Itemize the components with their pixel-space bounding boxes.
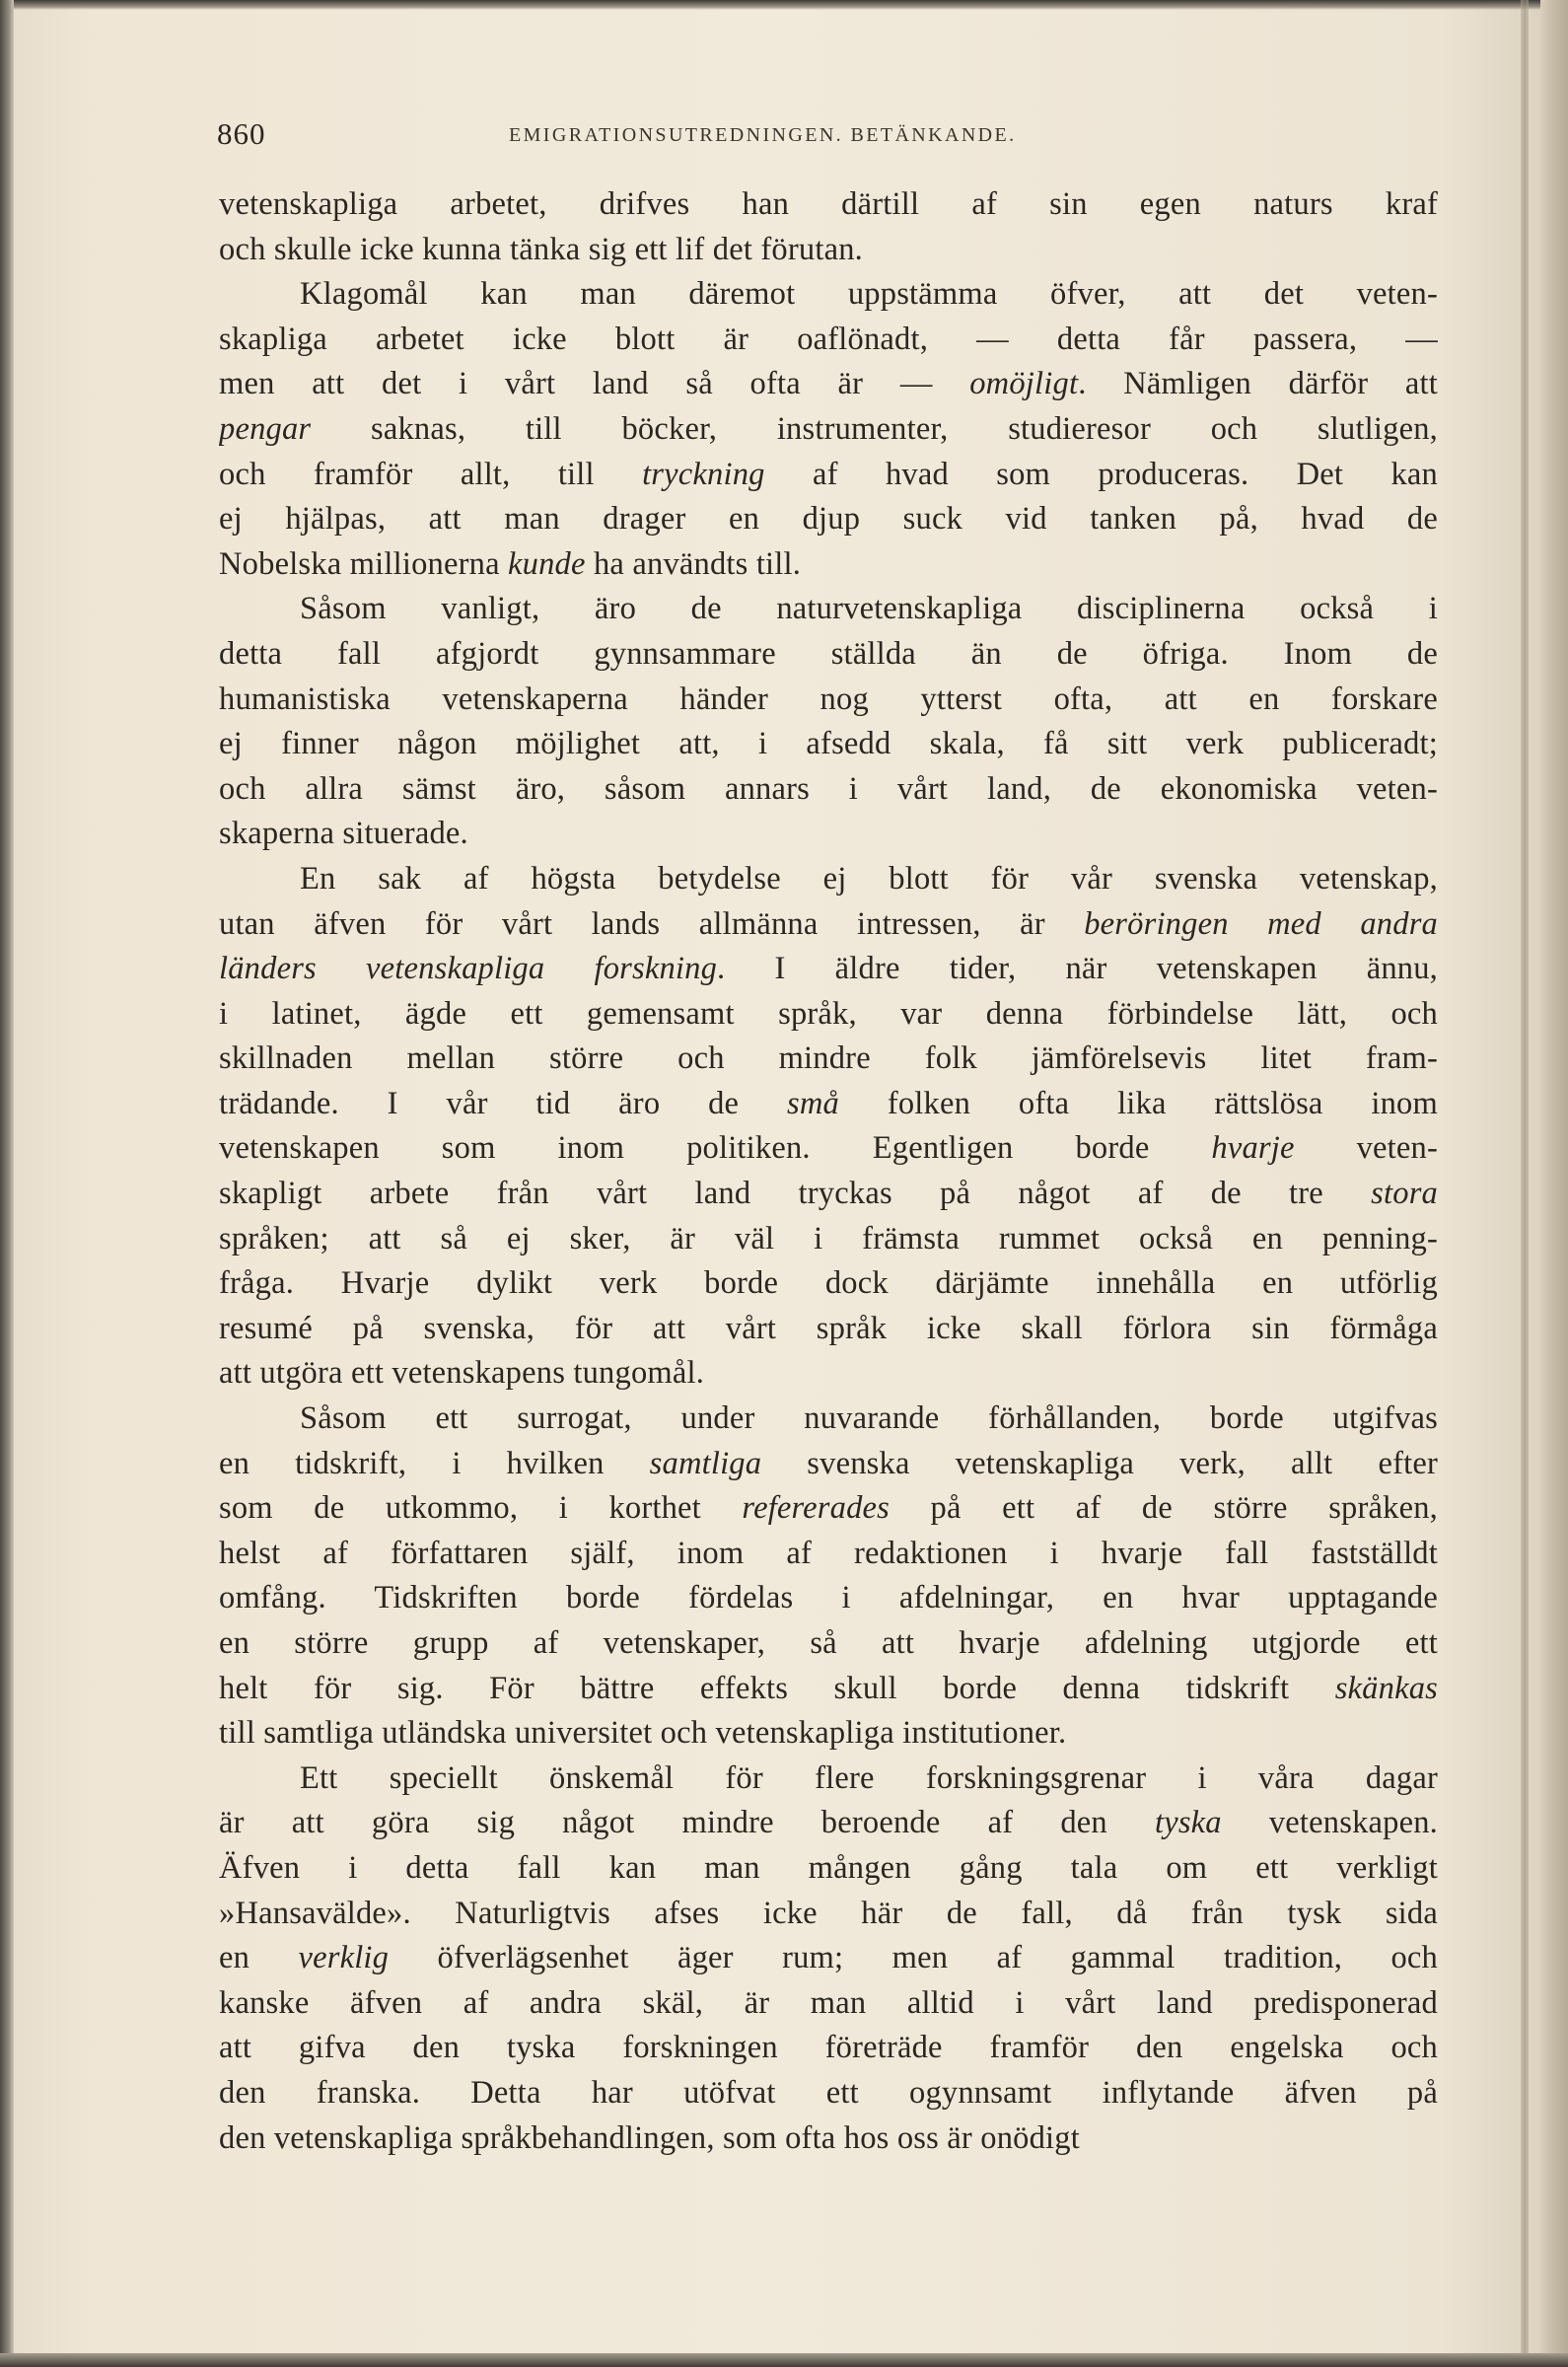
text-run: men att det i vårt land så ofta är — bbox=[219, 366, 970, 402]
text-run: Såsom vanligt, äro de naturvetenskapliga disciplinerna också i bbox=[300, 591, 1438, 627]
text-run: Klagomål kan man däremot uppstämma öfver, att det veten- bbox=[300, 276, 1438, 313]
text-run: kanske äfven af andra skäl, är man alltid i vårt land predisponerad bbox=[219, 1984, 1438, 2021]
text-run: folken ofta lika rättslösa inom bbox=[839, 1085, 1438, 1121]
text-run: öfverlägsenhet äger rum; men af gammal tradition, och bbox=[389, 1940, 1438, 1976]
text-line bbox=[219, 1801, 1438, 1846]
text-run: på ett af de större språken, bbox=[890, 1490, 1438, 1527]
running-head: EMIGRATIONSUTREDNINGEN. BETÄNKANDE. bbox=[509, 124, 1017, 146]
text-run: en bbox=[219, 1940, 299, 1976]
text-run: svenska vetenskapliga verk, allt efter bbox=[761, 1445, 1438, 1481]
text-run: trädande. I vår tid äro de bbox=[219, 1085, 788, 1121]
text-line bbox=[219, 272, 1438, 318]
text-run: och allra sämst äro, såsom annars i vårt land, de ekonomiska veten- bbox=[219, 770, 1438, 807]
text-run: att utgöra ett vetenskapens tungomål. bbox=[219, 1355, 705, 1392]
text-run: utan äfven för vårt lands allmänna intressen, är bbox=[219, 905, 1085, 942]
text-run: resumé på svenska, för att vårt språk icke skall förlora sin förmåga bbox=[219, 1310, 1438, 1346]
emphasis-text: skänkas bbox=[1334, 1670, 1438, 1706]
text-run: . Nämligen därför att bbox=[1078, 366, 1438, 402]
text-line bbox=[219, 1397, 1438, 1442]
text-line bbox=[219, 2026, 1438, 2071]
text-line bbox=[219, 1711, 1438, 1757]
text-run: helst af författaren själf, inom af redaktionen i hvarje fall fastställdt bbox=[219, 1535, 1438, 1571]
text-line bbox=[219, 1621, 1438, 1667]
text-run: en tidskrift, i hvilken bbox=[219, 1445, 650, 1481]
text-line bbox=[219, 902, 1438, 948]
text-line bbox=[219, 1351, 1438, 1397]
text-line bbox=[219, 1981, 1438, 2027]
scan-top-edge bbox=[0, 0, 1568, 10]
text-run: Ett speciellt önskemål för flere forskningsgrenar i våra dagar bbox=[300, 1759, 1438, 1796]
text-line bbox=[219, 1442, 1438, 1487]
scan-left-edge bbox=[0, 0, 14, 2367]
text-run: fråga. Hvarje dylikt verk borde dock därjämte innehålla en utförlig bbox=[219, 1265, 1438, 1302]
emphasis-text: tyska bbox=[1154, 1805, 1222, 1841]
text-line bbox=[219, 1576, 1438, 1621]
emphasis-text: små bbox=[787, 1085, 839, 1121]
text-run: Nobelska millionerna bbox=[219, 545, 509, 582]
text-run: Äfven i detta fall kan man mången gång tala om ett verkligt bbox=[219, 1849, 1438, 1886]
text-run: veten- bbox=[1294, 1130, 1438, 1167]
emphasis-text: kunde bbox=[508, 545, 586, 582]
emphasis-text: tryckning bbox=[642, 456, 765, 492]
text-run: den franska. Detta har utöfvat ett ogynnsamt inflytande äfven på bbox=[219, 2074, 1438, 2111]
emphasis-text: refererades bbox=[742, 1490, 891, 1527]
text-run: ej hjälpas, att man drager en djup suck vid tanken på, hvad de bbox=[219, 501, 1438, 538]
text-line bbox=[219, 1936, 1438, 1981]
text-run: humanistiska vetenskaperna händer nog ytterst ofta, att en forskare bbox=[219, 681, 1438, 717]
body-text bbox=[219, 182, 1438, 2161]
page-gutter-shadow bbox=[1521, 0, 1529, 2367]
text-line bbox=[219, 992, 1438, 1038]
text-line bbox=[219, 1307, 1438, 1352]
text-run: ej finner någon möjlighet att, i afsedd skala, få sitt verk publiceradt; bbox=[219, 726, 1438, 762]
text-line bbox=[219, 318, 1438, 363]
text-line bbox=[219, 722, 1438, 767]
text-run: den vetenskapliga språkbehandlingen, som ofta hos oss är onödigt bbox=[219, 2119, 1080, 2156]
text-run: skapligt arbete från vårt land tryckas på något af de tre bbox=[219, 1176, 1372, 1212]
text-run: helt för sig. För bättre effekts skull borde denna tidskrift bbox=[219, 1670, 1335, 1706]
text-run: vetenskapen. bbox=[1221, 1805, 1438, 1841]
text-line bbox=[219, 407, 1438, 453]
scan-right-edge bbox=[1540, 0, 1568, 2367]
emphasis-text: hvarje bbox=[1211, 1130, 1295, 1167]
text-line bbox=[219, 1892, 1438, 1937]
text-line bbox=[219, 1757, 1438, 1802]
text-run: är att göra sig något mindre beroende af den bbox=[219, 1805, 1155, 1841]
emphasis-text: pengar bbox=[219, 410, 312, 447]
text-run: omfång. Tidskriften borde fördelas i afdelningar, en hvar upptagande bbox=[219, 1580, 1438, 1616]
text-line bbox=[219, 228, 1438, 273]
text-run: i latinet, ägde ett gemensamt språk, var denna förbindelse lätt, och bbox=[219, 995, 1438, 1032]
text-run: Såsom ett surrogat, under nuvarande förhållanden, borde utgifvas bbox=[300, 1400, 1438, 1437]
page-number: 860 bbox=[217, 116, 266, 151]
text-line bbox=[219, 1532, 1438, 1577]
text-run: till samtliga utländska universitet och vetenskapliga institutioner. bbox=[219, 1715, 1067, 1752]
text-run: vetenskapen som inom politiken. Egentligen borde bbox=[219, 1130, 1212, 1167]
text-run: . I äldre tider, när vetenskapen ännu, bbox=[717, 951, 1438, 987]
text-line bbox=[219, 362, 1438, 407]
text-line bbox=[219, 1082, 1438, 1127]
text-line bbox=[219, 1486, 1438, 1532]
text-line bbox=[219, 678, 1438, 723]
emphasis-text: verklig bbox=[298, 1940, 390, 1976]
text-line bbox=[219, 1846, 1438, 1892]
emphasis-text: stora bbox=[1371, 1176, 1438, 1212]
text-run: en större grupp af vetenskaper, så att hvarje afdelning utgjorde ett bbox=[219, 1625, 1438, 1661]
text-line bbox=[219, 1667, 1438, 1712]
page-header bbox=[217, 116, 1440, 156]
text-line bbox=[219, 2116, 1438, 2162]
text-run: ha användts till. bbox=[585, 545, 802, 582]
text-run: af hvad som produceras. Det kan bbox=[764, 456, 1438, 492]
text-line bbox=[219, 497, 1438, 542]
text-line bbox=[219, 1126, 1438, 1172]
text-run: skaperna situerade. bbox=[219, 816, 468, 852]
text-line bbox=[219, 1261, 1438, 1307]
text-line bbox=[219, 857, 1438, 902]
text-run: och skulle icke kunna tänka sig ett lif det förutan. bbox=[219, 231, 863, 267]
emphasis-text: länders vetenskapliga forskning bbox=[219, 951, 718, 987]
text-line bbox=[219, 767, 1438, 813]
emphasis-text: samtliga bbox=[649, 1445, 762, 1481]
text-run: detta fall afgjordt gynnsammare ställda än de öfriga. Inom de bbox=[219, 635, 1438, 672]
text-line bbox=[219, 182, 1438, 228]
text-run: saknas, till böcker, instrumenter, studieresor och slutligen, bbox=[311, 410, 1438, 447]
text-line bbox=[219, 1037, 1438, 1082]
text-line bbox=[219, 1217, 1438, 1262]
text-run: En sak af högsta betydelse ej blott för vår svenska vetenskap, bbox=[300, 860, 1438, 897]
text-run: och framför allt, till bbox=[219, 456, 643, 492]
text-line bbox=[219, 2071, 1438, 2116]
text-run: vetenskapliga arbetet, drifves han därtill af sin egen naturs kraf bbox=[219, 186, 1438, 222]
text-run: »Hansavälde». Naturligtvis afses icke här de fall, då från tysk sida bbox=[219, 1895, 1438, 1931]
text-line bbox=[219, 812, 1438, 857]
text-line bbox=[219, 453, 1438, 498]
text-run: skillnaden mellan större och mindre folk jämförelsevis litet fram- bbox=[219, 1040, 1438, 1077]
emphasis-text: omöjligt bbox=[969, 366, 1079, 402]
text-line bbox=[219, 632, 1438, 678]
text-run: språken; att så ej sker, är väl i främsta rummet också en penning- bbox=[219, 1220, 1438, 1256]
text-run: skapliga arbetet icke blott är oaflönadt, — detta får passera, — bbox=[219, 321, 1438, 357]
text-run: att gifva den tyska forskningen företräde framför den engelska och bbox=[219, 2030, 1438, 2066]
text-line bbox=[219, 542, 1438, 588]
text-line bbox=[219, 947, 1438, 992]
emphasis-text: beröringen med andra bbox=[1084, 905, 1438, 942]
scan-bottom-edge bbox=[0, 2353, 1568, 2367]
text-line bbox=[219, 1172, 1438, 1217]
text-run: som de utkommo, i korthet bbox=[219, 1490, 743, 1527]
text-line bbox=[219, 587, 1438, 632]
